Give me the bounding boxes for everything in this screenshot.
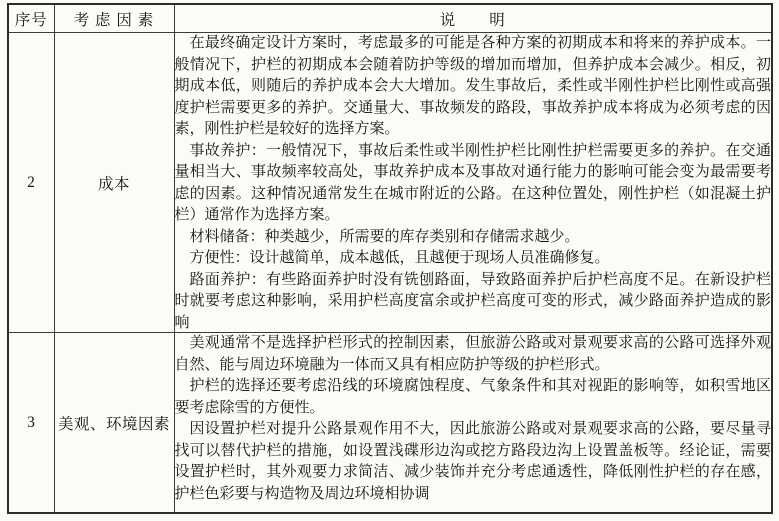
factor-cell: 成本 [54, 33, 174, 333]
description-content [175, 333, 772, 512]
header-description: 说 明 [174, 4, 772, 33]
table-row-aesthetics-environment [8, 333, 772, 514]
guardrail-factors-table [7, 3, 773, 514]
description-paragraph: 护栏的选择还要考虑沿线的环境腐蚀程度、气象条件和其对视距的影响等，如积雪地区要考虑除雪的方便性。 [174, 378, 771, 416]
serial-number-cell: 3 [8, 333, 54, 514]
description-cell [174, 333, 772, 514]
description-paragraph: 路面养护：有些路面养护时没有铣刨路面，导致路面养护后护栏高度不足。在新设护栏时就要考虑这种影响，采用护栏高度富余或护栏高度可变的形式，减少路面养护造成的影响 [174, 271, 771, 331]
header-row [8, 4, 772, 33]
description-paragraph: 在最终确定设计方案时，考虑最多的可能是各种方案的初期成本和将来的养护成本。一般情况下，护栏的初期成本会随着防护等级的增加而增加，但养护成本会减少。相反，初期成本低，则随后的养护成本会大大增加。发生事故后，柔性或半刚性护栏比刚性或高强度护栏需要更多的养护。交通量大、事故频发的路段，事故养护成本将成为必须考虑的因素，刚性护栏是较好的选择方案。 [174, 35, 771, 137]
description-paragraph: 美观通常不是选择护栏形式的控制因素，但旅游公路或对景观要求高的公路可选择外观自然、能与周边环境融为一体而又具有相应防护等级的护栏形式。 [174, 335, 771, 373]
serial-number-cell: 2 [8, 33, 54, 333]
header-serial-number: 序号 [8, 4, 54, 33]
description-paragraph: 事故养护：一般情况下，事故后柔性或半刚性护栏比刚性护栏需要更多的养护。在交通量相当大、事故频率较高处，事故养护成本及事故对通行能力的影响可能会变为最需要考虑的因素。这种情况通常发生在城市附近的公路。在这种位置处，刚性护栏（如混凝土护栏）通常作为选择方案。 [174, 142, 771, 223]
description-paragraph: 材料储备：种类越少，所需要的库存类别和存储需求越少。 [189, 228, 580, 245]
header-consideration-factor: 考 虑 因 素 [54, 4, 174, 33]
description-content [175, 33, 772, 332]
table-row-cost [8, 33, 772, 333]
description-paragraph: 因设置护栏对提升公路景观作用不大，因此旅游公路或对景观要求高的公路，要尽量寻找可以替代护栏的措施，如设置浅碟形边沟或挖方路段边沟上设置盖板等。经论证，需要设置护栏时，其外观要力求简洁、减少装饰并充分考虑通透性，降低刚性护栏的存在感，护栏色彩要与构造物及周边环境相协调 [174, 421, 771, 502]
factor-cell: 美观、环境因素 [54, 333, 174, 514]
description-cell [174, 33, 772, 333]
description-paragraph: 方便性：设计越简单，成本越低，且越便于现场人员准确修复。 [189, 250, 610, 266]
